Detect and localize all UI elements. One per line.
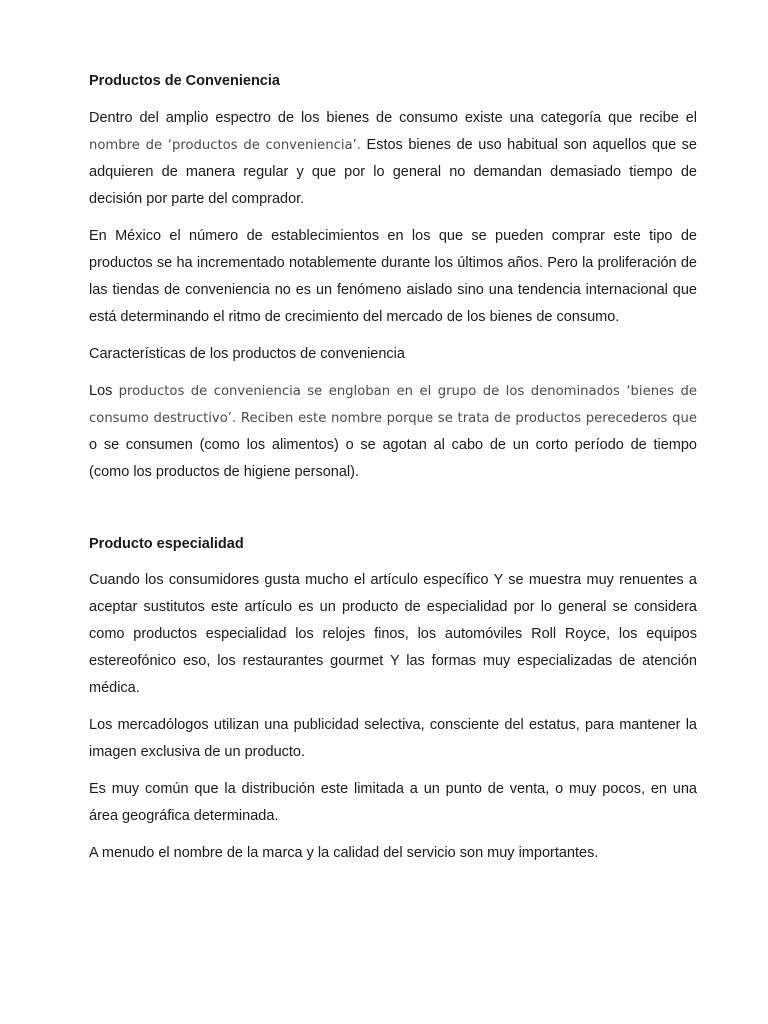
paragraph-definicion [89, 105, 697, 213]
document-page [89, 71, 697, 877]
paragraph-mercadologos: Los mercadólogos utilizan una publicidad selectiva, consciente del estatus, para mantener la imagen exclusiva de un producto. [89, 717, 697, 760]
paragraph-caracteristicas [89, 378, 697, 486]
paragraph-mexico: En México el número de establecimientos en los que se pueden comprar este tipo de productos se ha incrementado notablemente durante los últimos años. Pero la proliferación de las tiendas de conveniencia no es un fenómeno aislado sino una tendencia internacional que está determinando el ritmo de crecimiento del mercado de los bienes de consumo. [89, 228, 697, 325]
section-heading: Producto especialidad [89, 536, 244, 552]
text-run: o se consumen (como los alimentos) o se agotan al cabo de un corto período de tiempo (como los productos de higiene personal). [89, 437, 697, 480]
paragraph-especialidad: Cuando los consumidores gusta mucho el artículo específico Y se muestra muy renuentes a aceptar sustitutos este artículo es un producto de especialidad por lo general se considera como productos especialidad los relojes finos, los automóviles Roll Royce, los equipos estereofónico eso, los restaurantes gourmet Y las formas muy especializadas de atención médica. [89, 572, 697, 696]
subheading-caracteristicas: Características de los productos de conveniencia [89, 346, 405, 362]
section-producto-especialidad [89, 534, 697, 867]
section-heading: Productos de Conveniencia [89, 73, 280, 89]
paragraph-distribucion: Es muy común que la distribución este limitada a un punto de venta, o muy pocos, en una área geográfica determinada. [89, 781, 697, 824]
text-run-light: productos de conveniencia se engloban en el grupo de los denominados ‘bienes de consumo destructivo’. Reciben este nombre porque se trata de productos perecederos que [89, 384, 697, 426]
text-run: Los [89, 383, 119, 399]
section-spacer [89, 496, 697, 534]
section-productos-conveniencia [89, 71, 697, 486]
paragraph-marca: A menudo el nombre de la marca y la calidad del servicio son muy importantes. [89, 845, 599, 861]
text-run-light: nombre de ‘productos de conveniencia’. [89, 138, 361, 153]
text-run: Dentro del amplio espectro de los bienes de consumo existe una categoría que recibe el [89, 110, 697, 126]
text-run: Estos bienes de uso habitual son aquellos que se adquieren de manera regular y que por lo general no demandan demasiado tiempo de decisión por parte del comprador. [89, 137, 697, 207]
